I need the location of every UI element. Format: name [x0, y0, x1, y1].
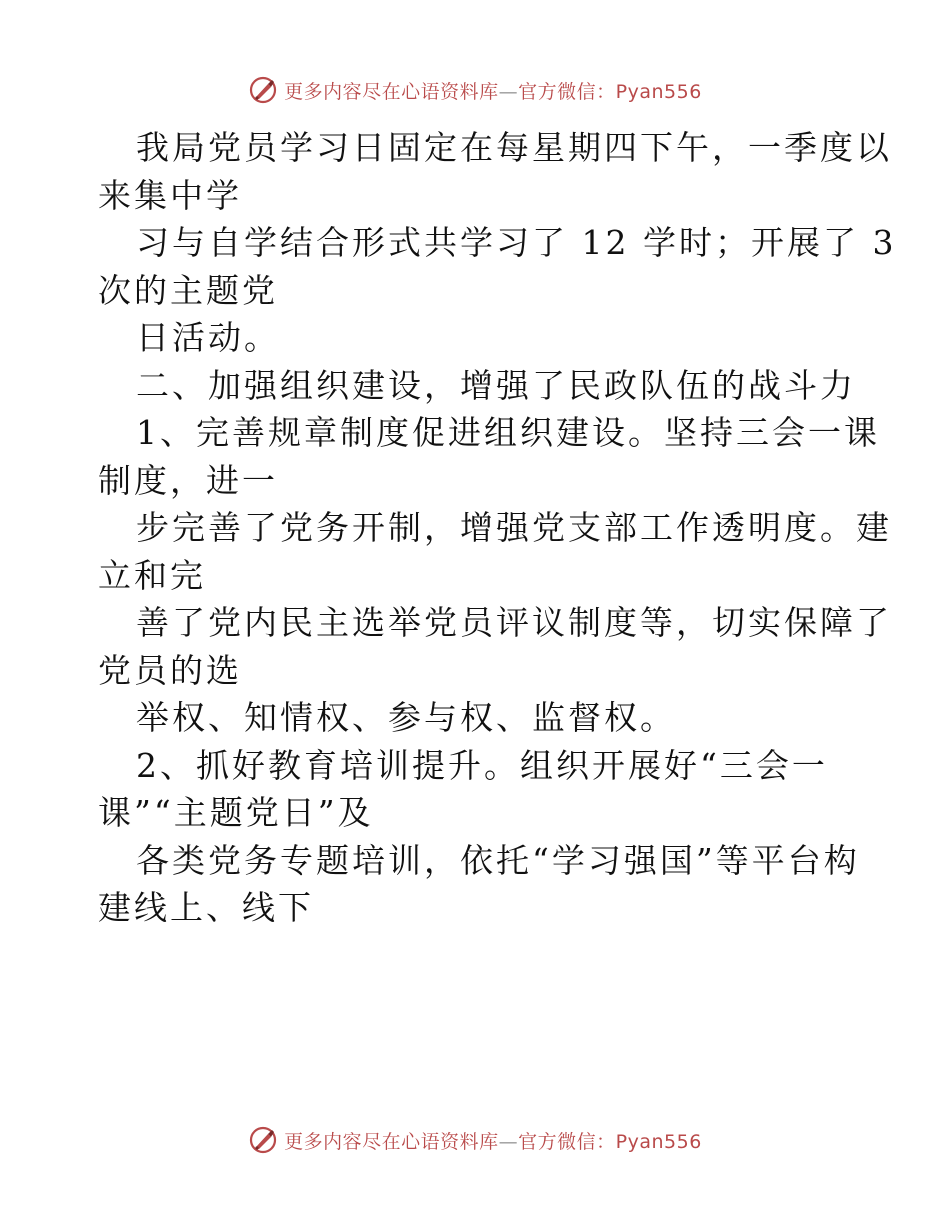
body-line: 步完善了党务开制，增强党支部工作透明度。建 [136, 508, 892, 547]
footer-banner-title: 更多内容尽在心语资料库 [284, 1130, 499, 1153]
body-line: 课”“主题党日”及 [98, 793, 374, 832]
header-banner-title: 更多内容尽在心语资料库 [284, 80, 499, 103]
body-line: 党员的选 [98, 650, 242, 690]
footer-banner [0, 1122, 950, 1158]
body-line: 2、抓好教育培训提升。组织开展好“三会一 [136, 745, 828, 785]
body-line: 建线上、线下 [98, 888, 314, 927]
body-line: 日活动。 [136, 318, 280, 357]
header-banner [0, 72, 950, 108]
body-line: 习与自学结合形式共学习了 12 学时；开展了 3 [136, 223, 897, 262]
body-line: 次的主题党 [98, 270, 278, 310]
footer-banner-separator: — [498, 1130, 519, 1153]
body-line: 我局党员学习日固定在每星期四下午，一季度以 [136, 128, 892, 167]
section-heading: 二、加强组织建设，增强了民政队伍的战斗力 [136, 365, 856, 405]
body-line: 制度，进一 [98, 460, 278, 500]
footer-banner-contact: 官方微信：Pyan556 [518, 1130, 702, 1153]
quill-pen-icon [248, 75, 278, 105]
body-line: 1、完善规章制度促进组织建设。坚持三会一课 [136, 413, 880, 452]
body-line: 善了党内民主选举党员评议制度等，切实保障了 [136, 603, 892, 642]
body-line: 来集中学 [98, 175, 242, 215]
body-line: 立和完 [98, 555, 206, 595]
header-banner-contact: 官方微信：Pyan556 [518, 80, 702, 103]
body-line: 举权、知情权、参与权、监督权。 [136, 698, 676, 737]
document-body [98, 124, 897, 932]
header-banner-separator: — [498, 80, 519, 103]
body-line: 各类党务专题培训，依托“学习强国”等平台构 [136, 840, 860, 880]
quill-pen-icon [248, 1125, 278, 1155]
